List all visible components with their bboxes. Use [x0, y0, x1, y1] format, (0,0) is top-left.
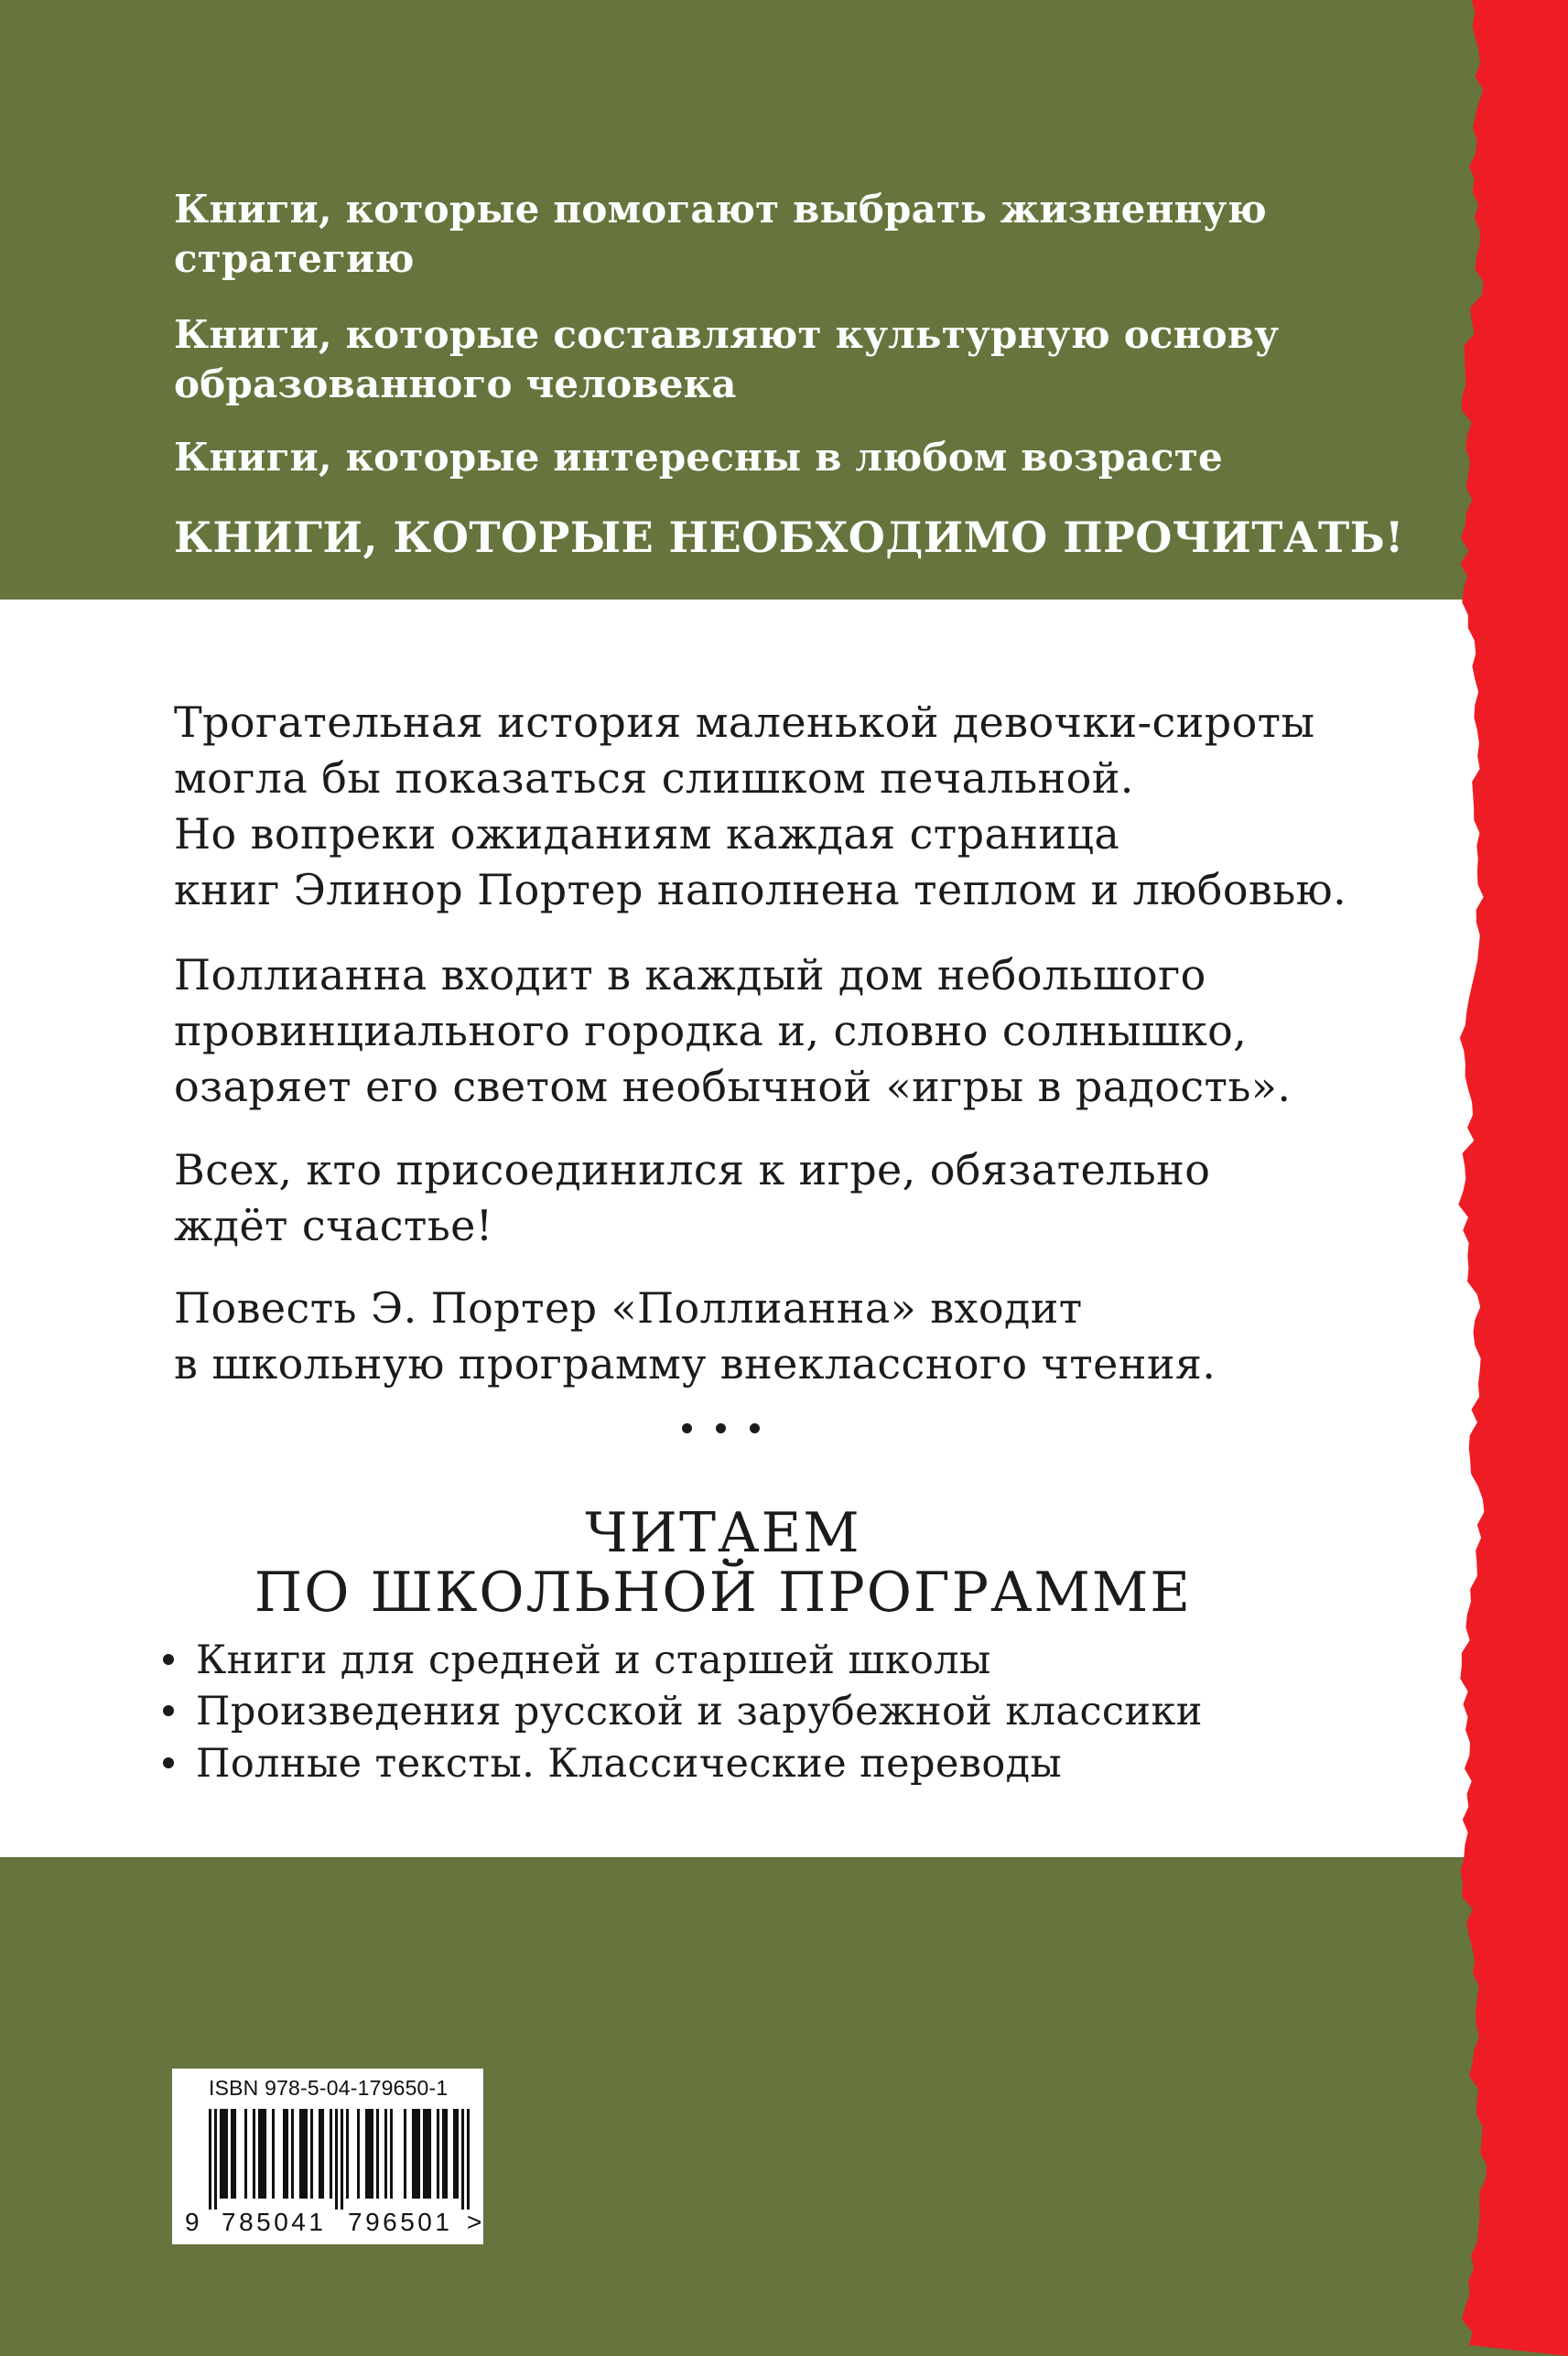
barcode-bar [299, 2109, 302, 2199]
divider-dot [682, 1423, 692, 1433]
description-line-4: книг Элинор Портер наполнена теплом и любовью. [174, 865, 1347, 914]
tagline-1-line-1: Книги, которые помогают выбрать жизненную [174, 187, 1267, 232]
barcode-bar [404, 2109, 406, 2199]
description-line-7: озаряет его светом необычной «игры в радость». [174, 1062, 1292, 1111]
divider-dot [716, 1423, 726, 1433]
description-line-3: Но вопреки ожиданиям каждая страница [174, 809, 1120, 859]
ean-digits [185, 2208, 482, 2239]
barcode-bar [453, 2109, 456, 2199]
barcode-bar [415, 2109, 417, 2199]
barcode-bar [321, 2109, 324, 2199]
ean-left-group: 785041 [222, 2208, 327, 2236]
series-bullet-item [163, 1738, 1062, 1789]
barcode-bar [220, 2109, 222, 2199]
series-bullet-text: Произведения русской и зарубежной классики [196, 1689, 1203, 1735]
barcode-bar [428, 2109, 431, 2199]
barcode-bar [423, 2109, 426, 2199]
tagline-2-line-1: Книги, которые составляют культурную основу [174, 312, 1280, 357]
ean-quiet-zone-mark: > [467, 2208, 482, 2236]
bullet-icon [163, 1757, 174, 1768]
description-line-2: могла бы показаться слишком печальной. [174, 753, 1134, 803]
series-bullet-text: Книги для средней и старшей школы [196, 1637, 991, 1683]
barcode-bar [231, 2109, 233, 2199]
tagline-1-line-2: стратегию [174, 236, 415, 281]
series-bullet-text: Полные тексты. Классические переводы [196, 1741, 1063, 1787]
isbn-barcode [172, 2069, 483, 2244]
barcode-bar [214, 2109, 217, 2210]
barcode-bar [233, 2109, 236, 2199]
barcode-bar [445, 2109, 448, 2199]
barcode-bar [384, 2109, 387, 2199]
top-olive-band [0, 0, 1568, 600]
barcode-bar [390, 2109, 393, 2199]
description-line-11: в школьную программу внеклассного чтения. [174, 1339, 1217, 1389]
tagline-headline: КНИГИ, КОТОРЫЕ НЕОБХОДИМО ПРОЧИТАТЬ! [174, 513, 1404, 562]
isbn-number: ISBN 978-5-04-179650-1 [209, 2076, 449, 2100]
barcode-bar [417, 2109, 420, 2199]
barcode-bar [330, 2109, 332, 2199]
series-bullet-item [163, 1635, 991, 1686]
barcode-bar [272, 2109, 275, 2199]
barcode-bar [368, 2109, 371, 2199]
barcode-bar [357, 2109, 360, 2199]
barcode-bar [244, 2109, 247, 2199]
series-title-line-2: ПО ШКОЛЬНОЙ ПРОГРАММЕ [254, 1561, 1193, 1625]
barcode-bar [456, 2109, 459, 2199]
description-line-1: Трогательная история маленькой девочки-сироты [174, 697, 1315, 747]
barcode-bar [209, 2109, 211, 2210]
barcode-bar [305, 2109, 308, 2199]
barcode-bar [426, 2109, 428, 2199]
tagline-2-line-2: образованного человека [174, 362, 737, 406]
section-divider-dots [682, 1423, 760, 1433]
tagline-3: Книги, которые интересны в любом возрасте [174, 435, 1223, 480]
barcode-bar [291, 2109, 294, 2199]
barcode-bar [335, 2109, 338, 2210]
bullet-icon [163, 1654, 174, 1665]
barcode-bar [258, 2109, 261, 2199]
barcode-bar [467, 2109, 470, 2210]
barcode-bar [253, 2109, 255, 2199]
barcode-bar [442, 2109, 445, 2199]
description-line-10: Повесть Э. Портер «Поллианна» входит [174, 1283, 1083, 1333]
description-line-8: Всех, кто присоединился к игре, обязательно [174, 1145, 1211, 1194]
barcode-bar [261, 2109, 264, 2199]
series-bullet-item [163, 1686, 1203, 1737]
barcode-bar [412, 2109, 415, 2199]
barcode-bar [371, 2109, 373, 2199]
description-line-5: Поллианна входит в каждый дом небольшого [174, 950, 1206, 1000]
divider-dot [750, 1423, 760, 1433]
barcode-bars [209, 2109, 470, 2210]
barcode-bar [461, 2109, 464, 2210]
barcode-bar [310, 2109, 313, 2199]
barcode-bar [319, 2109, 321, 2199]
barcode-bar [264, 2109, 266, 2199]
ean-first-digit: 9 [185, 2208, 200, 2236]
barcode-bar [302, 2109, 305, 2199]
barcode-bar [222, 2109, 225, 2199]
barcode-bar [341, 2109, 343, 2210]
barcode-bar [225, 2109, 228, 2199]
barcode-bar [376, 2109, 379, 2199]
barcode-bar [365, 2109, 368, 2199]
ean-right-group: 796501 [348, 2208, 453, 2236]
barcode-bar [437, 2109, 439, 2199]
series-title-line-1: ЧИТАЕМ [585, 1501, 861, 1565]
description-line-6: провинциального городка и, словно солнышко, [174, 1006, 1248, 1055]
bullet-icon [163, 1705, 174, 1716]
description-line-9: ждёт счастье! [174, 1201, 493, 1250]
barcode-bar [283, 2109, 286, 2199]
barcode-bar [286, 2109, 288, 2199]
barcode-bar [346, 2109, 349, 2199]
